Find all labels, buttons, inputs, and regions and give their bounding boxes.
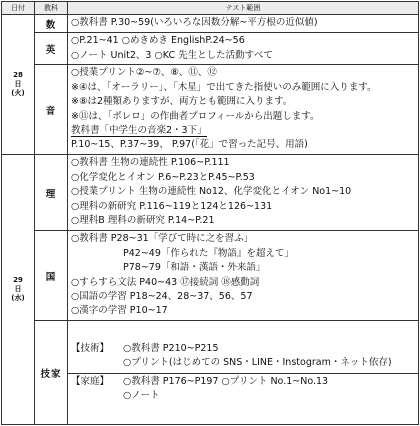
header-date: 日付 xyxy=(2,2,35,15)
scope-line: ○教科書 P.30~59(いろいろな因数分解~平方根の近似値) xyxy=(71,17,318,29)
scope-tech-home xyxy=(68,321,419,425)
scope-line: ○化学変化とイオン P.6~P.23とP.45~P.53 xyxy=(71,171,255,183)
date-day: 日 xyxy=(14,285,22,293)
header-subject: 教科 xyxy=(35,2,68,15)
scope-line: P.10~15、P.37~39、 P.97(「花」で習った記号、用語) xyxy=(71,139,308,151)
scope-line: ○教科書 生物の連続性 P.106~P.111 xyxy=(71,157,230,169)
tech-line-2: ○プリント(はじめての SNS・LINE・Instogram・ネット依存) xyxy=(123,357,392,369)
subject-japanese: 国 xyxy=(35,231,68,321)
scope-line: ○漢字の学習 P10~17 xyxy=(71,305,168,317)
row-math xyxy=(2,15,419,33)
tech-line-1: ○教科書 P210~P215 xyxy=(123,342,219,354)
scope-line: ※⑪は、「ボレロ」の作曲者プロフィールから出題します。 xyxy=(71,110,320,122)
scope-line: ○ノート Unit2、3 ○KC 先生とした活動すべて xyxy=(71,49,273,61)
date-day: 日 xyxy=(14,80,22,88)
date-cell-29 xyxy=(2,155,35,425)
scope-line: ○教科書 P28~31「学びて時に之を習ふ」 xyxy=(71,233,254,245)
scope-line: ○理科の新研究 P.116~119と124と126~131 xyxy=(71,200,273,212)
row-english xyxy=(2,33,419,65)
subject-science: 理 xyxy=(35,155,68,231)
home-tag: 【家庭】 xyxy=(71,375,110,387)
date-num: 29 xyxy=(13,276,23,284)
scope-line: ○授業プリント 生物の連続性 No12、化学変化とイオン No1~10 xyxy=(71,186,352,198)
scope-line: ○すらすら文法 P40~43 ⑰接続詞 ⑱感動詞 xyxy=(71,276,260,288)
scope-line xyxy=(71,375,418,389)
date-weekday: (火) xyxy=(11,89,25,97)
scope-line: ○理科B 理科の新研究 P.14~P.21 xyxy=(71,215,215,227)
scope-line: P42~49「作られた『物語』を超えて」 xyxy=(123,247,294,259)
scope-english xyxy=(68,33,419,65)
date-weekday: (水) xyxy=(11,294,25,302)
home-line-1: ○教科書 P176~P197 ○プリント No.1~No.13 xyxy=(123,375,329,387)
row-music xyxy=(2,65,419,155)
scope-line: ○国語の学習 P18~24、28~37、56、57 xyxy=(71,290,253,302)
textbook-underlined: 教科書「中学生の音楽2・3下」 xyxy=(71,124,207,136)
tech-tag: 【技術】 xyxy=(71,342,110,354)
scope-line: ○P.21~41 ○めきめき EnglishP.24~56 xyxy=(71,35,245,47)
header-row xyxy=(2,2,419,15)
scope-line xyxy=(71,124,418,138)
tech-block xyxy=(68,342,418,374)
row-japanese xyxy=(2,231,419,321)
row-science xyxy=(2,155,419,231)
row-tech-home xyxy=(2,321,419,425)
home-block xyxy=(68,374,418,404)
scope-japanese xyxy=(68,231,419,321)
home-line-2: ○ノート xyxy=(123,389,160,401)
date-cell-28 xyxy=(2,15,35,155)
date-num: 28 xyxy=(13,71,23,79)
scope-line xyxy=(71,342,418,356)
subject-music: 音 xyxy=(35,65,68,155)
scope-science xyxy=(68,155,419,231)
scope-math xyxy=(68,15,419,33)
scope-line: ○授業プリント②~⑦、⑧、⑪、⑫ xyxy=(71,67,217,79)
scope-line: ※④は、「オーラリー」、「木星」で出てきた指使いのみ範囲に入ります。 xyxy=(71,81,377,93)
subject-math: 数 xyxy=(35,15,68,33)
test-scope-table xyxy=(1,1,419,425)
subject-tech-home: 技家 xyxy=(35,321,68,425)
scope-music xyxy=(68,65,419,155)
header-scope: テスト範囲 xyxy=(68,2,419,15)
subject-english: 英 xyxy=(35,33,68,65)
scope-line: P78~79「和語・漢語・外来語」 xyxy=(123,262,266,274)
scope-line: ※⑧は2種類ありますが、両方とも範囲に入ります。 xyxy=(71,96,293,108)
